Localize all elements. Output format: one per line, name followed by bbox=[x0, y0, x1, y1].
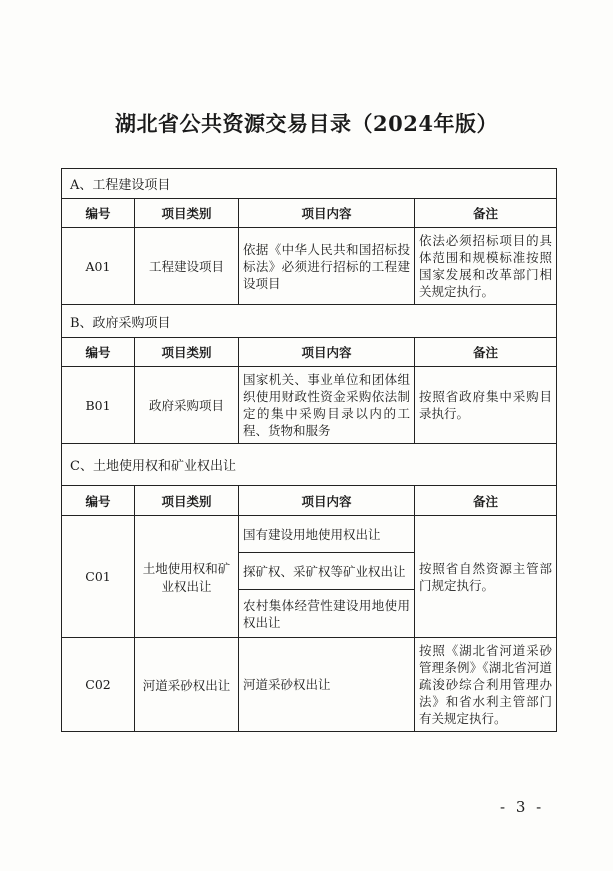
header-row bbox=[62, 486, 557, 516]
table-row bbox=[62, 638, 557, 732]
col-header-category: 项目类别 bbox=[135, 199, 239, 228]
row-content-item: 探矿权、采矿权等矿业权出让 bbox=[239, 553, 415, 590]
section-heading: B、政府采购项目 bbox=[62, 305, 557, 338]
row-code: C01 bbox=[62, 516, 135, 638]
row-note: 依法必须招标项目的具体范围和规模标准按照国家发展和改革部门相关规定执行。 bbox=[415, 228, 557, 305]
row-category: 政府采购项目 bbox=[135, 367, 239, 444]
section-a-heading-row bbox=[62, 169, 557, 199]
row-note: 按照《湖北省河道采砂管理条例》《湖北省河道疏浚砂综合利用管理办法》和省水利主管部门有关规定执行。 bbox=[415, 638, 557, 732]
col-header-content: 项目内容 bbox=[239, 199, 415, 228]
col-header-content: 项目内容 bbox=[239, 486, 415, 516]
catalog-table bbox=[61, 168, 557, 732]
col-header-note: 备注 bbox=[415, 338, 557, 367]
row-code: C02 bbox=[62, 638, 135, 732]
col-header-note: 备注 bbox=[415, 199, 557, 228]
section-b-heading-row bbox=[62, 305, 557, 338]
col-header-content: 项目内容 bbox=[239, 338, 415, 367]
row-content: 国家机关、事业单位和团体组织使用财政性资金采购依法制定的集中采购目录以内的工程、货物和服务 bbox=[239, 367, 415, 444]
row-content: 河道采砂权出让 bbox=[239, 638, 415, 732]
row-category: 土地使用权和矿业权出让 bbox=[135, 516, 239, 638]
col-header-category: 项目类别 bbox=[135, 486, 239, 516]
header-row bbox=[62, 338, 557, 367]
table-row bbox=[62, 228, 557, 305]
col-header-category: 项目类别 bbox=[135, 338, 239, 367]
table-row bbox=[62, 516, 557, 553]
row-code: B01 bbox=[62, 367, 135, 444]
col-header-code: 编号 bbox=[62, 199, 135, 228]
page-number: - 3 - bbox=[500, 798, 545, 816]
row-category: 河道采砂权出让 bbox=[135, 638, 239, 732]
header-row bbox=[62, 199, 557, 228]
col-header-code: 编号 bbox=[62, 338, 135, 367]
row-note: 按照省政府集中采购目录执行。 bbox=[415, 367, 557, 444]
row-category: 工程建设项目 bbox=[135, 228, 239, 305]
table-row bbox=[62, 367, 557, 444]
row-content-item: 国有建设用地使用权出让 bbox=[239, 516, 415, 553]
page-title: 湖北省公共资源交易目录（2024年版） bbox=[115, 111, 498, 136]
section-c-heading-row bbox=[62, 444, 557, 486]
row-content: 依据《中华人民共和国招标投标法》必须进行招标的工程建设项目 bbox=[239, 228, 415, 305]
section-heading: C、土地使用权和矿业权出让 bbox=[62, 444, 557, 486]
row-note: 按照省自然资源主管部门规定执行。 bbox=[415, 516, 557, 638]
row-content-item: 农村集体经营性建设用地使用权出让 bbox=[239, 590, 415, 638]
row-code: A01 bbox=[62, 228, 135, 305]
section-heading: A、工程建设项目 bbox=[62, 169, 557, 199]
col-header-code: 编号 bbox=[62, 486, 135, 516]
col-header-note: 备注 bbox=[415, 486, 557, 516]
